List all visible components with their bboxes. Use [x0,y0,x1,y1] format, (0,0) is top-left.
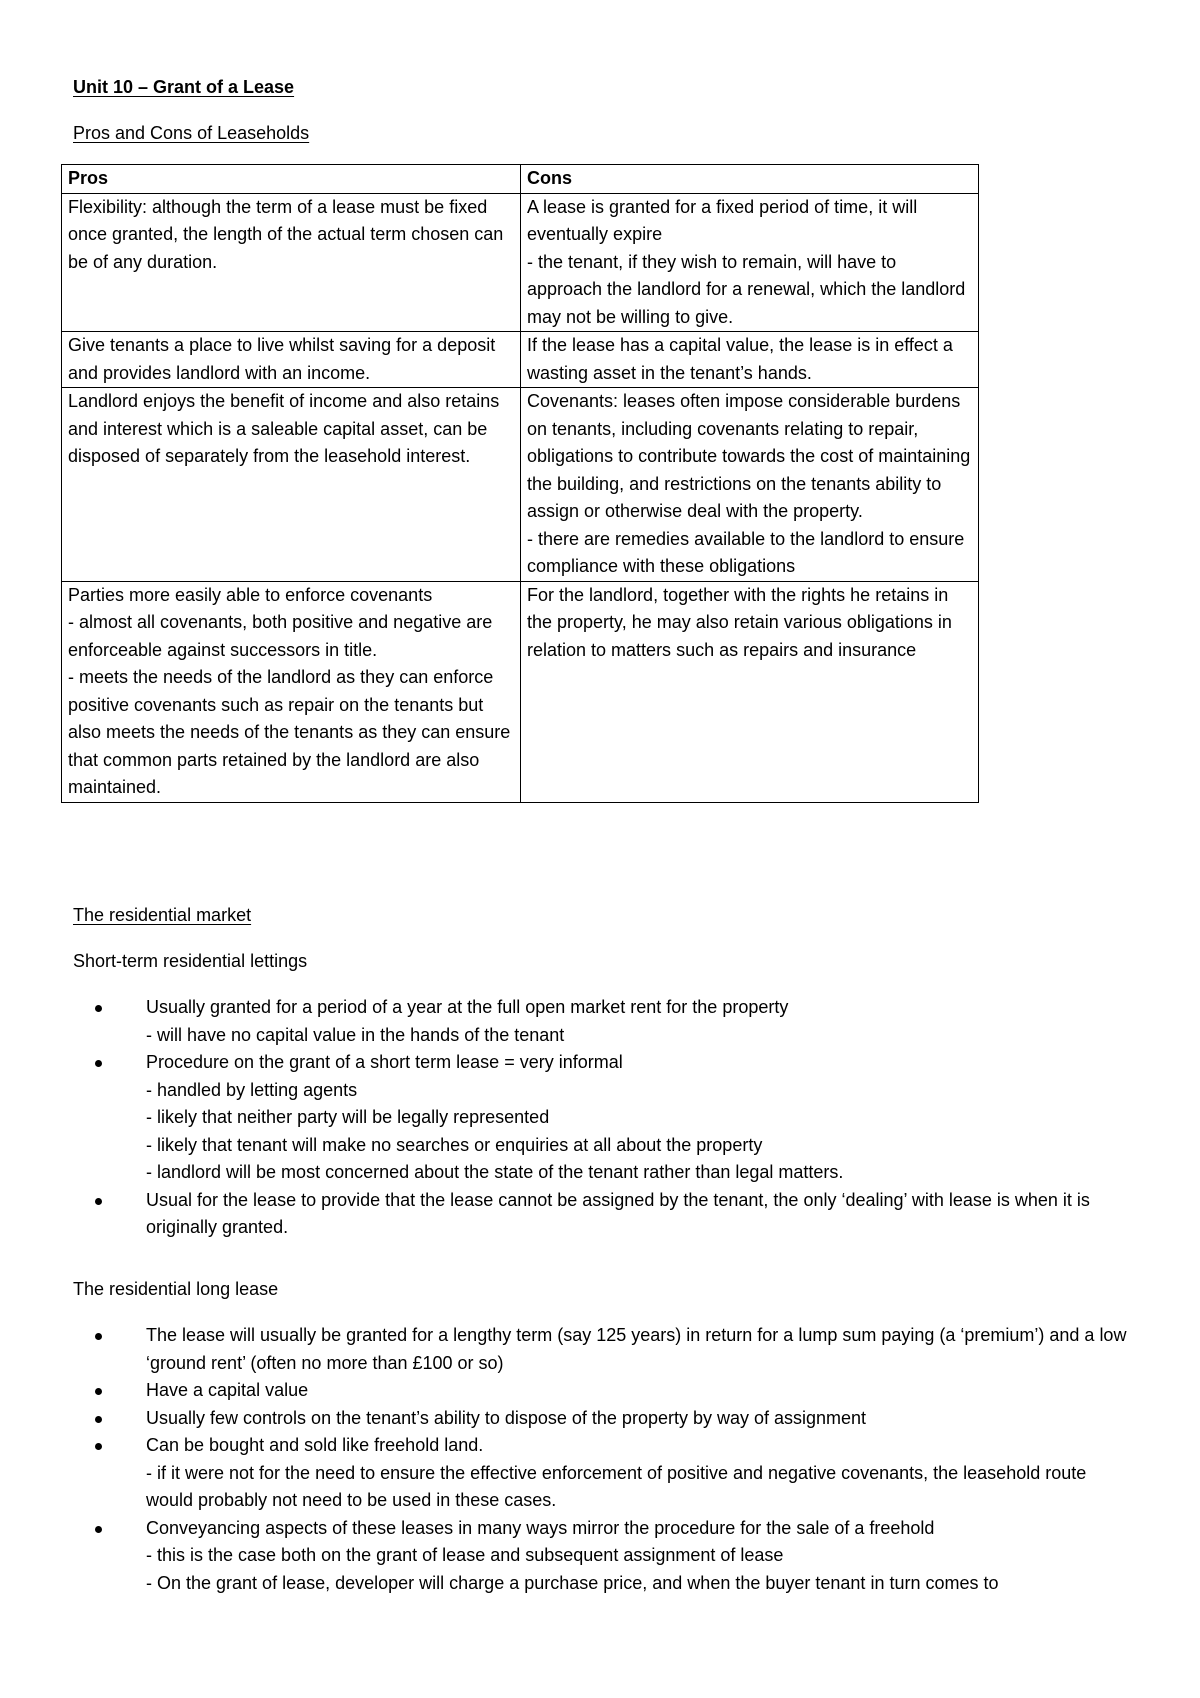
cell-text: Give tenants a place to live whilst saving for a deposit and provides landlord with an income. [68,335,496,383]
pros-cell [62,332,521,388]
list-item [73,1187,1133,1242]
table-header-row [62,165,979,194]
table-row [62,388,979,582]
bullet-text: Have a capital value [146,1380,309,1400]
subheading-short-term: Short-term residential lettings [73,951,308,971]
bullet-icon [95,1333,102,1340]
header-pros: Pros [62,165,521,194]
long-lease-bullet-list [73,1322,1133,1597]
cell-text: Flexibility: although the term of a lease must be fixed once granted, the length of the actual term chosen can be of any duration. [68,196,504,272]
bullet-text: Can be bought and sold like freehold land. [146,1435,484,1455]
bullet-icon [95,1005,102,1012]
bullet-icon [95,1060,102,1067]
list-item [73,1515,1133,1598]
cell-text: Covenants: leases often impose considerable burdens on tenants, including covenants relating to repair, obligations to contribute towards the cost of maintaining the building, and restrictions on the tenants ability to assign or otherwise deal with the property. [527,391,971,521]
short-term-bullet-list [73,994,1133,1242]
table-row [62,581,979,802]
list-item [73,1432,1133,1515]
sub-point: - landlord will be most concerned about the state of the tenant rather than legal matters. [146,1162,844,1182]
bullet-icon [95,1526,102,1533]
table-row [62,332,979,388]
cons-cell [521,581,979,802]
bullet-icon [95,1443,102,1450]
sub-point: - handled by letting agents [146,1079,358,1100]
document-title: Unit 10 – Grant of a Lease [73,77,295,97]
sub-point: - likely that neither party will be legally represented [146,1107,550,1127]
bullet-icon [95,1416,102,1423]
cell-text: Landlord enjoys the benefit of income and also retains and interest which is a saleable capital asset, can be disposed of separately from the leasehold interest. [68,391,500,466]
cell-text: - there are remedies available to the landlord to ensure compliance with these obligations [527,528,965,576]
pros-cell [62,581,521,802]
list-item [73,1405,1133,1433]
cell-text: If the lease has a capital value, the lease is in effect a wasting asset in the tenant’s hands. [527,335,953,383]
cell-text: For the landlord, together with the rights he retains in the property, he may also retain various obligations in relation to matters such as repairs and insurance [527,584,952,660]
cons-cell [521,388,979,582]
bullet-icon [95,1198,102,1205]
bullet-text: Usually granted for a period of a year at the full open market rent for the property [146,997,789,1017]
cons-cell [521,332,979,388]
table-row [62,193,979,332]
list-item [73,1049,1133,1187]
list-item [73,1377,1133,1405]
cell-text: - almost all covenants, both positive and negative are enforceable against successors in title. [68,612,493,660]
pros-cell [62,193,521,332]
cell-text: Parties more easily able to enforce covenants [68,584,433,605]
subheading-long-lease: The residential long lease [73,1279,279,1299]
bullet-icon [95,1388,102,1395]
cell-text: - the tenant, if they wish to remain, will have to approach the landlord for a renewal, which the landlord may not be willing to give. [527,251,966,327]
bullet-text: The lease will usually be granted for a lengthy term (say 125 years) in return for a lump sum paying (a ‘premium’) and a low ‘ground rent’ (often no more than £100 or so) [146,1325,1127,1373]
bullet-text: Usual for the lease to provide that the lease cannot be assigned by the tenant, the only ‘dealing’ with lease is when it is originally granted. [146,1189,1090,1237]
list-item [73,994,1133,1049]
cell-text: A lease is granted for a fixed period of time, it will eventually expire [527,196,918,244]
pros-cell [62,388,521,582]
section-heading-residential-market: The residential market [73,905,252,925]
bullet-text: Conveyancing aspects of these leases in many ways mirror the procedure for the sale of a freehold [146,1517,935,1538]
list-item [73,1322,1133,1377]
cell-text: - meets the needs of the landlord as they can enforce positive covenants such as repair on the tenants but also meets the needs of the tenants as they can ensure that common parts retained by the landlord are also maintained. [68,667,511,797]
sub-point: - if it were not for the need to ensure the effective enforcement of positive and negative covenants, the leasehold route would probably not need to be used in these cases. [146,1462,1087,1510]
sub-point: - will have no capital value in the hands of the tenant [146,1024,565,1045]
sub-point: - On the grant of lease, developer will charge a purchase price, and when the buyer tenant in turn comes to [146,1572,999,1593]
section-heading-pros-cons: Pros and Cons of Leaseholds [73,123,310,143]
cons-cell [521,193,979,332]
sub-point: - this is the case both on the grant of lease and subsequent assignment of lease [146,1545,784,1565]
bullet-text: Usually few controls on the tenant’s ability to dispose of the property by way of assignment [146,1407,867,1428]
bullet-text: Procedure on the grant of a short term lease = very informal [146,1052,623,1072]
header-cons: Cons [521,165,979,194]
pros-cons-table [61,164,979,803]
sub-point: - likely that tenant will make no searches or enquiries at all about the property [146,1134,763,1155]
